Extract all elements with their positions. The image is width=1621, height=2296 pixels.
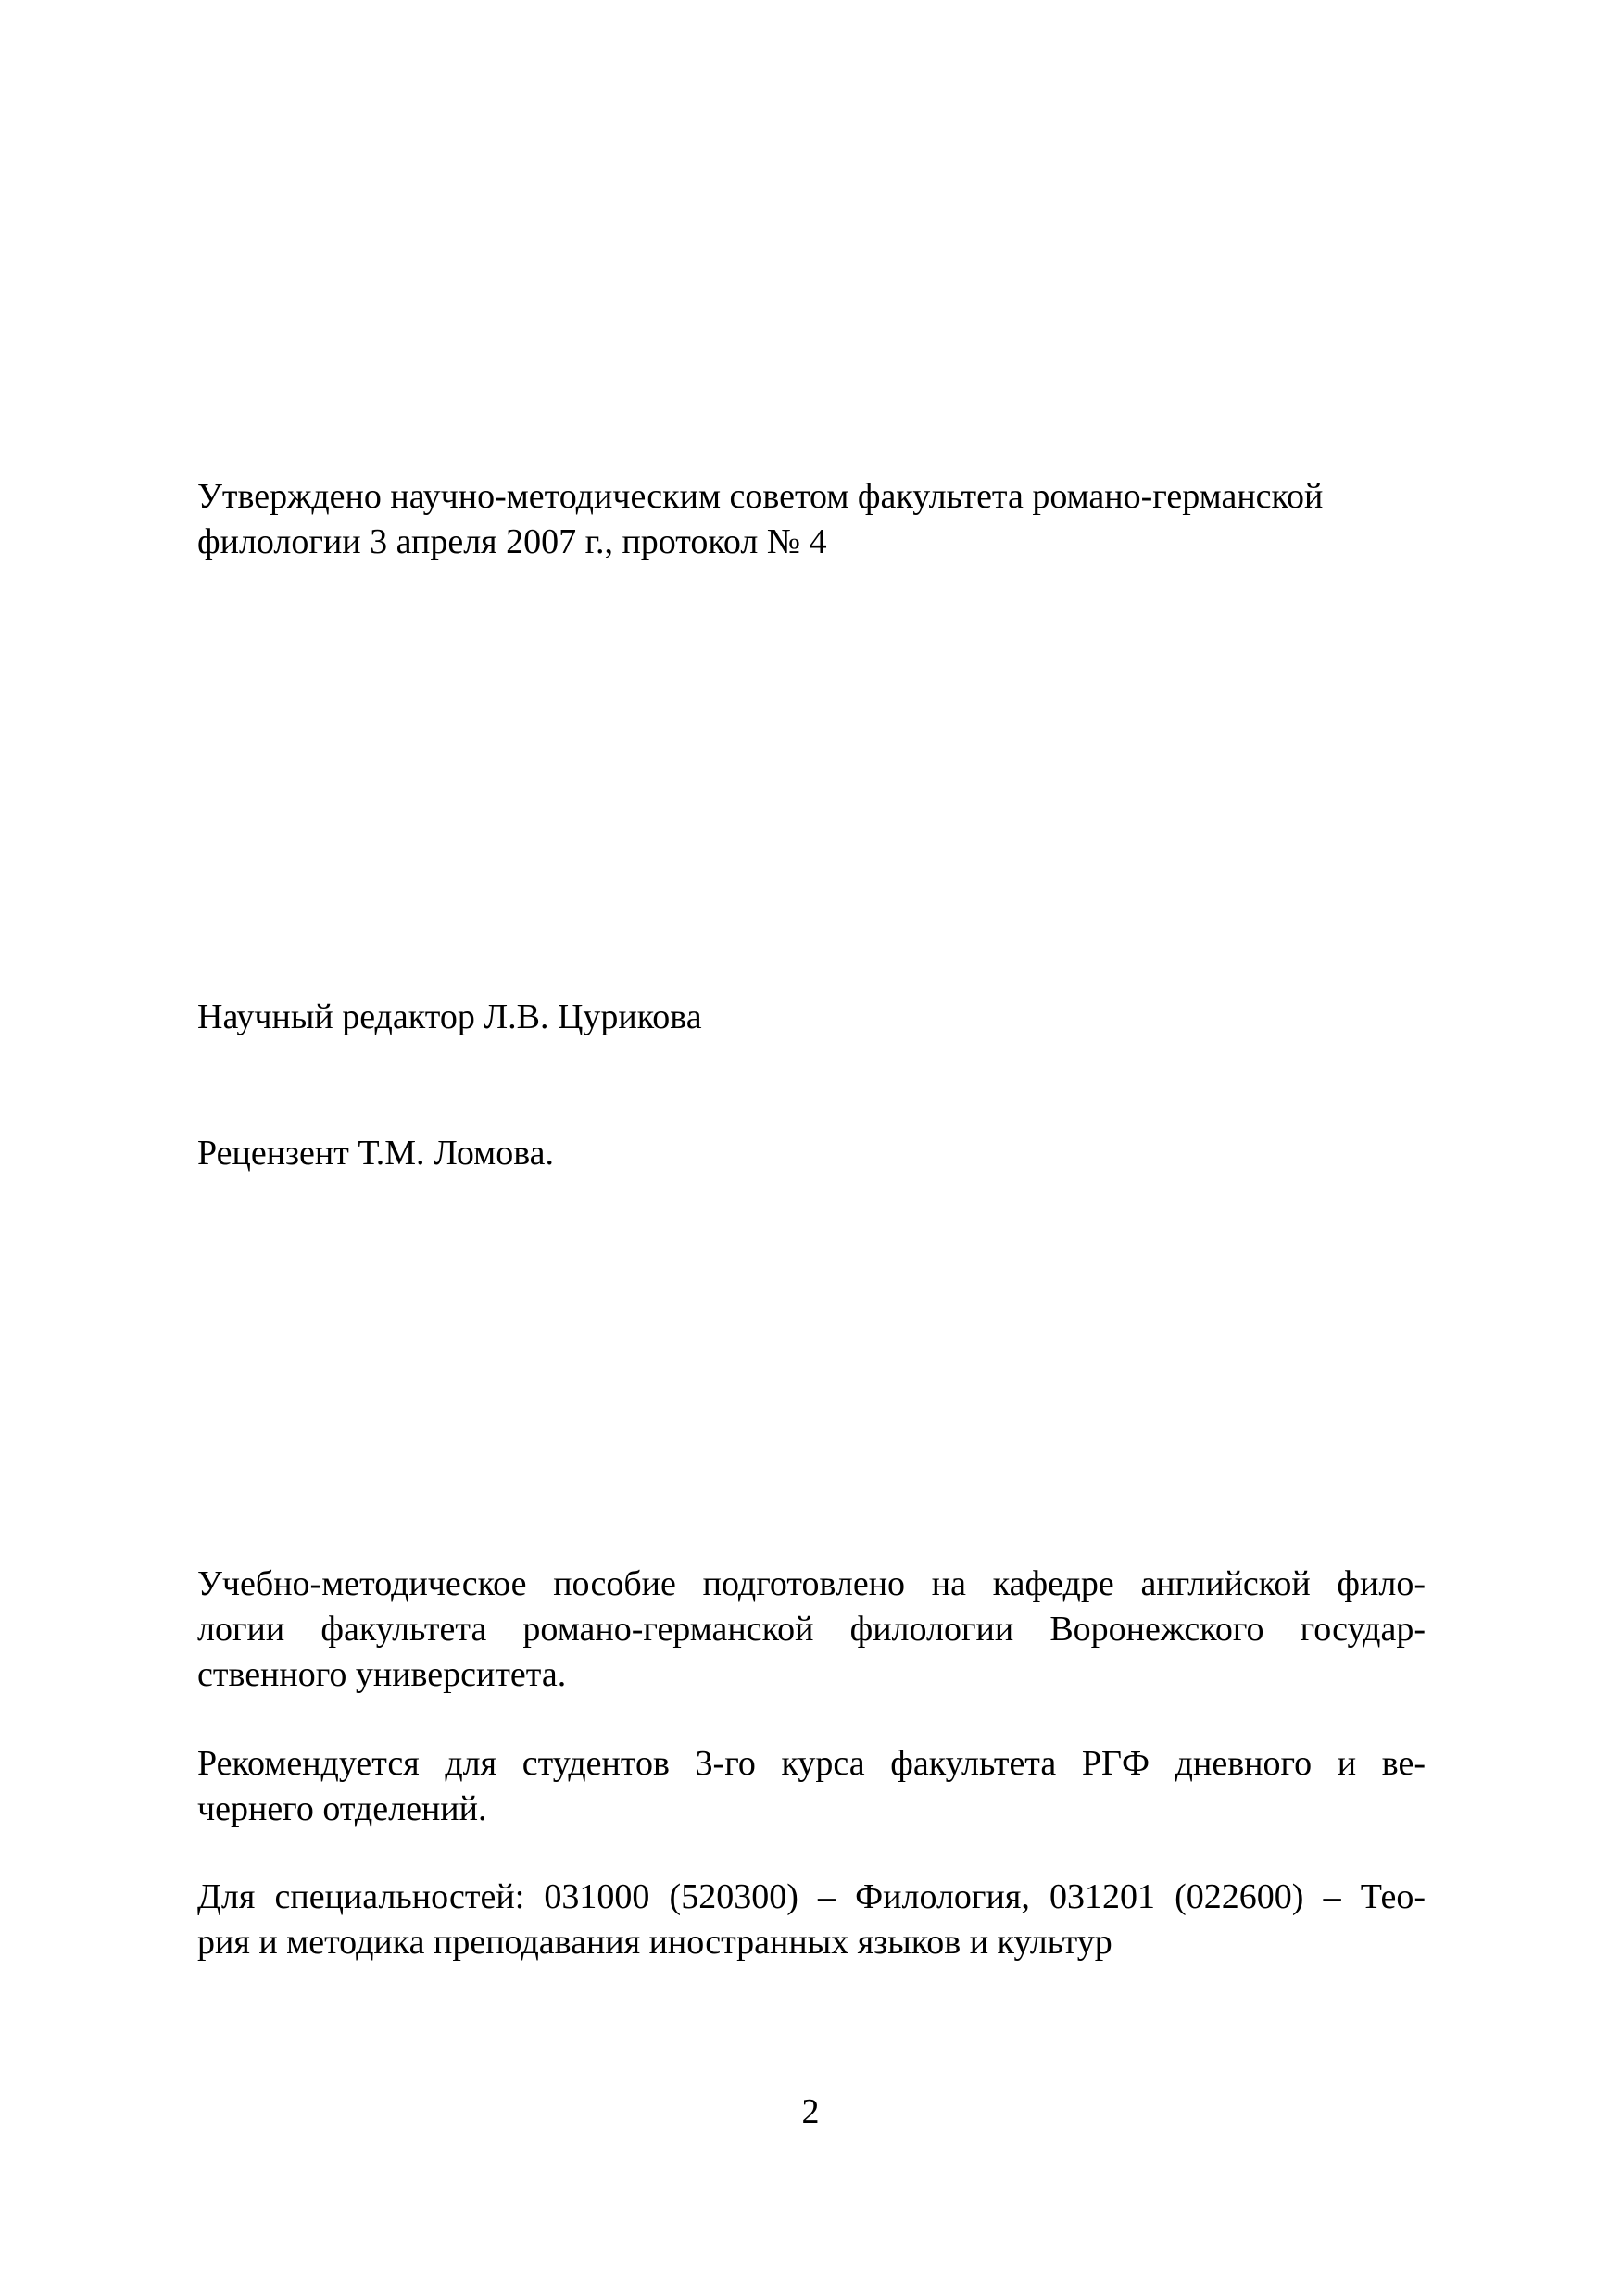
recommended-paragraph [197,1741,1426,1832]
prepared-line-3: ственного университета. [197,1655,567,1694]
specialties-line-1: Для специальностей: 031000 (520300) – Филология, 031201 (022600) – Тео- [197,1877,1426,1916]
prepared-line-1: Учебно-методическое пособие подготовлено на кафедре английской фило- [197,1564,1426,1603]
approval-line-1: Утверждено научно-методическим советом факультета романо-германской [197,477,1324,516]
reviewer-text: Рецензент Т.М. Ломова. [197,1134,555,1173]
approval-line-2: филологии 3 апреля 2007 г., протокол № 4 [197,522,827,561]
approval-statement [197,474,1426,565]
editor-text: Научный редактор Л.В. Цурикова [197,997,702,1036]
specialties-line-2: рия и методика преподавания иностранных языков и культур [197,1923,1112,1962]
page-number: 2 [801,2092,820,2131]
scientific-editor [197,995,1426,1040]
specialties-paragraph [197,1875,1426,1965]
prepared-paragraph [197,1562,1426,1698]
recommended-line-2: чернего отделений. [197,1789,487,1828]
reviewer [197,1131,1426,1176]
recommended-line-1: Рекомендуется для студентов 3-го курса факультета РГФ дневного и ве- [197,1744,1426,1783]
prepared-line-2: логии факультета романо-германской филологии Воронежского государ- [197,1610,1426,1649]
